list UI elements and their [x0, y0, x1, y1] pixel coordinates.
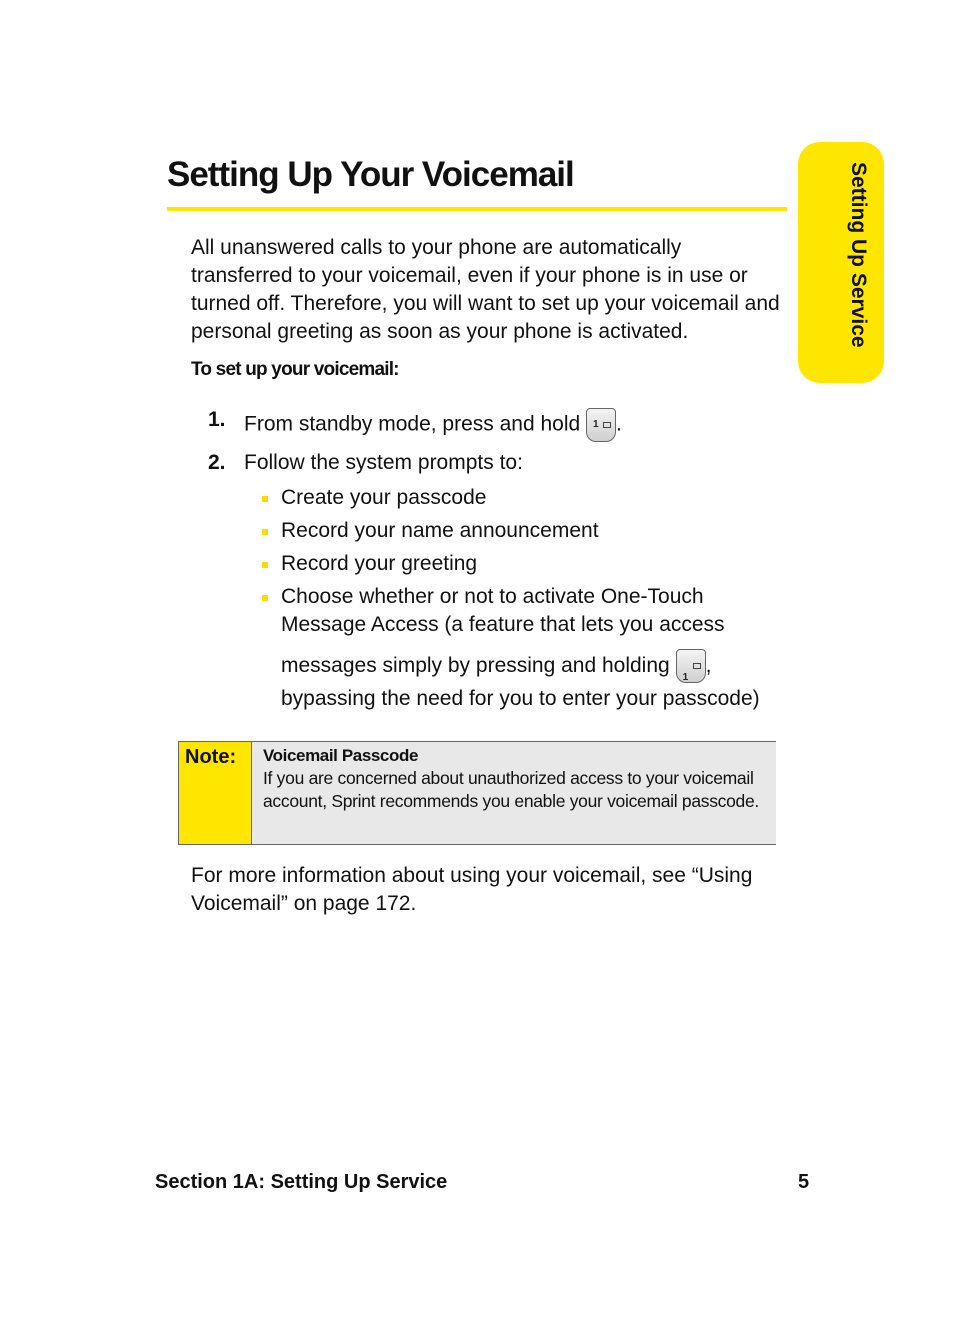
note-text: If you are concerned about unauthorized access to your voicemail account, Sprint recommends you enable your voicemail passcode.	[263, 768, 759, 811]
note-heading: Voicemail Passcode	[263, 746, 419, 765]
voicemail-key-icon: 1	[676, 649, 706, 683]
step-text: Follow the system prompts to:	[244, 451, 523, 474]
voicemail-key-icon: 1	[586, 408, 616, 442]
note-label-cell	[179, 742, 251, 844]
intro-paragraph: All unanswered calls to your phone are automatically transferred to your voicemail, even if your phone is in use or turned off. Therefore, you will want to set up your voicemail and personal greeting as soon as your phone is activated.	[191, 236, 780, 343]
envelope-icon	[693, 663, 701, 669]
note-label: Note:	[185, 746, 237, 768]
title-underline	[167, 207, 787, 211]
page-title: Setting Up Your Voicemail	[167, 155, 574, 194]
bullet-square-icon	[262, 562, 268, 568]
list-item-continuation: bypassing the need for you to enter your passcode)	[281, 687, 760, 710]
note-box	[178, 741, 776, 845]
procedure-heading: To set up your voicemail:	[191, 359, 399, 380]
footer-section-title: Section 1A: Setting Up Service	[155, 1171, 448, 1193]
bullet-square-icon	[262, 496, 268, 502]
note-body	[251, 742, 776, 844]
page-number: 5	[798, 1171, 810, 1193]
step-number: 2.	[208, 451, 226, 474]
step-text: From standby mode, press and hold	[244, 412, 581, 436]
bullet-square-icon	[262, 529, 268, 535]
section-side-tab	[798, 142, 884, 383]
envelope-icon	[603, 422, 611, 428]
list-item-continuation: messages simply by pressing and holding 1 ,	[281, 648, 711, 688]
side-tab-label: Setting Up Service	[847, 162, 870, 348]
step-number: 1.	[208, 408, 226, 431]
more-info-paragraph: For more information about using your voicemail, see “Using Voicemail” on page 172.	[191, 864, 753, 915]
list-item-continuation: Message Access (a feature that lets you access	[281, 613, 725, 636]
bullet-square-icon	[262, 595, 268, 601]
